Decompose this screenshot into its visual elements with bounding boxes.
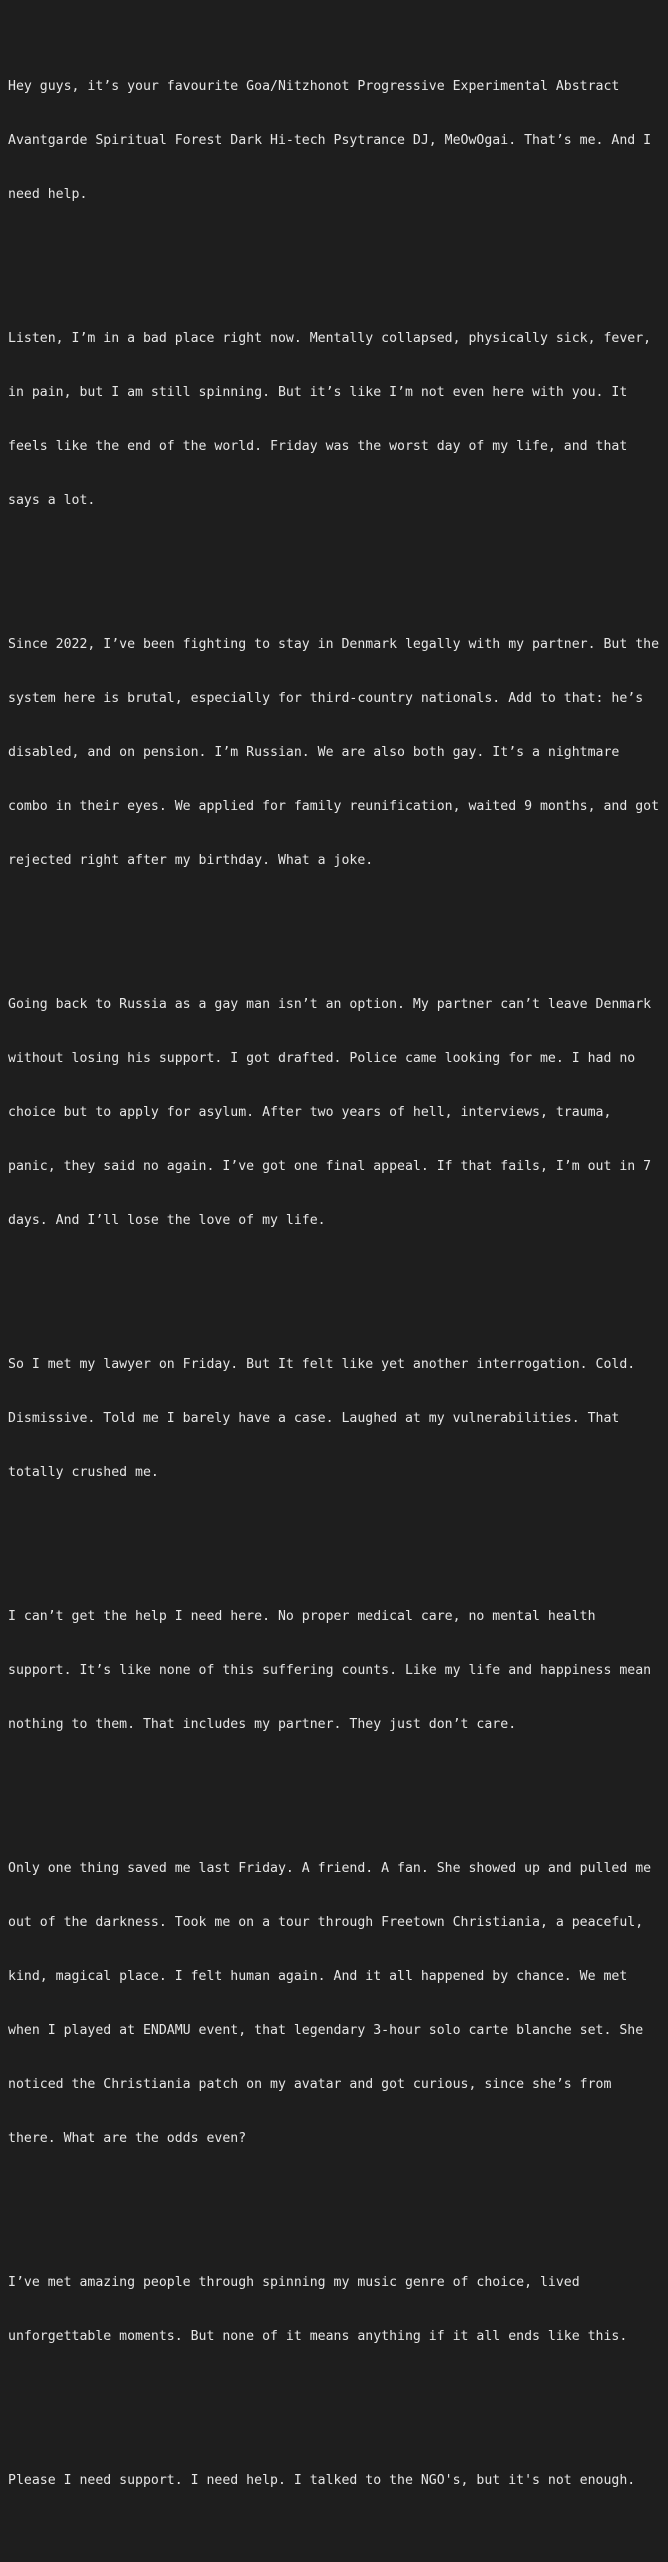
text-line: I can’t get the help I need here. No proper medical care, no mental health	[8, 1609, 596, 1624]
text-line: I’ve met amazing people through spinning my music genre of choice, lived	[8, 2275, 580, 2290]
paragraph-help	[8, 1572, 668, 1770]
text-line: without losing his support. I got drafted. Police came looking for me. I had no	[8, 1051, 636, 1066]
text-line: days. And I’ll lose the love of my life.	[8, 1213, 326, 1228]
text-line: unforgettable moments. But none of it means anything if it all ends like this.	[8, 2329, 628, 2344]
text-line: disabled, and on pension. I’m Russian. We are also both gay. It’s a nightmare	[8, 745, 620, 760]
text-line: Please I need support. I need help. I talked to the NGO's, but it's not enough.	[8, 2473, 636, 2488]
text-line: says a lot.	[8, 493, 96, 508]
text-line: Since 2022, I’ve been fighting to stay in Denmark legally with my partner. But the	[8, 637, 660, 652]
paragraph-lawyer	[8, 1320, 668, 1518]
paragraph-intro	[8, 42, 668, 240]
text-line: noticed the Christiania patch on my avatar and got curious, since she’s from	[8, 2077, 612, 2092]
text-line: system here is brutal, especially for third-country nationals. Add to that: he’s	[8, 691, 644, 706]
text-line: Going back to Russia as a gay man isn’t an option. My partner can’t leave Denmark	[8, 997, 652, 1012]
text-line: Only one thing saved me last Friday. A friend. A fan. She showed up and pulled me	[8, 1861, 652, 1876]
text-line: there. What are the odds even?	[8, 2131, 247, 2146]
paragraph-music	[8, 2238, 668, 2382]
paragraph-asylum	[8, 960, 668, 1266]
paragraph-plea	[8, 2436, 668, 2526]
paragraph-denmark	[8, 600, 668, 906]
text-line: So I met my lawyer on Friday. But It felt like yet another interrogation. Cold.	[8, 1357, 636, 1372]
text-line: kind, magical place. I felt human again. And it all happened by chance. We met	[8, 1969, 628, 1984]
text-line: panic, they said no again. I’ve got one final appeal. If that fails, I’m out in 7	[8, 1159, 652, 1174]
text-line: support. It’s like none of this suffering counts. Like my life and happiness mean	[8, 1663, 652, 1678]
text-line: in pain, but I am still spinning. But it’s like I’m not even here with you. It	[8, 385, 628, 400]
text-line: Avantgarde Spiritual Forest Dark Hi-tech Psytrance DJ, MeOwOgai. That’s me. And I	[8, 133, 652, 148]
text-line: nothing to them. That includes my partner. They just don’t care.	[8, 1717, 517, 1732]
text-line: Hey guys, it’s your favourite Goa/Nitzhonot Progressive Experimental Abstract	[8, 79, 620, 94]
text-line: totally crushed me.	[8, 1465, 159, 1480]
message-text	[8, 6, 668, 2562]
text-line: choice but to apply for asylum. After two years of hell, interviews, trauma,	[8, 1105, 612, 1120]
text-line: combo in their eyes. We applied for family reunification, waited 9 months, and got	[8, 799, 660, 814]
text-line: rejected right after my birthday. What a joke.	[8, 853, 374, 868]
paragraph-bad-place	[8, 294, 668, 546]
text-line: Listen, I’m in a bad place right now. Mentally collapsed, physically sick, fever,	[8, 331, 652, 346]
text-line: need help.	[8, 187, 88, 202]
text-line: out of the darkness. Took me on a tour through Freetown Christiania, a peaceful,	[8, 1915, 644, 1930]
text-line: when I played at ENDAMU event, that legendary 3-hour solo carte blanche set. She	[8, 2023, 644, 2038]
paragraph-friend	[8, 1824, 668, 2184]
text-line: Dismissive. Told me I barely have a case. Laughed at my vulnerabilities. That	[8, 1411, 620, 1426]
text-line: feels like the end of the world. Friday was the worst day of my life, and that	[8, 439, 628, 454]
